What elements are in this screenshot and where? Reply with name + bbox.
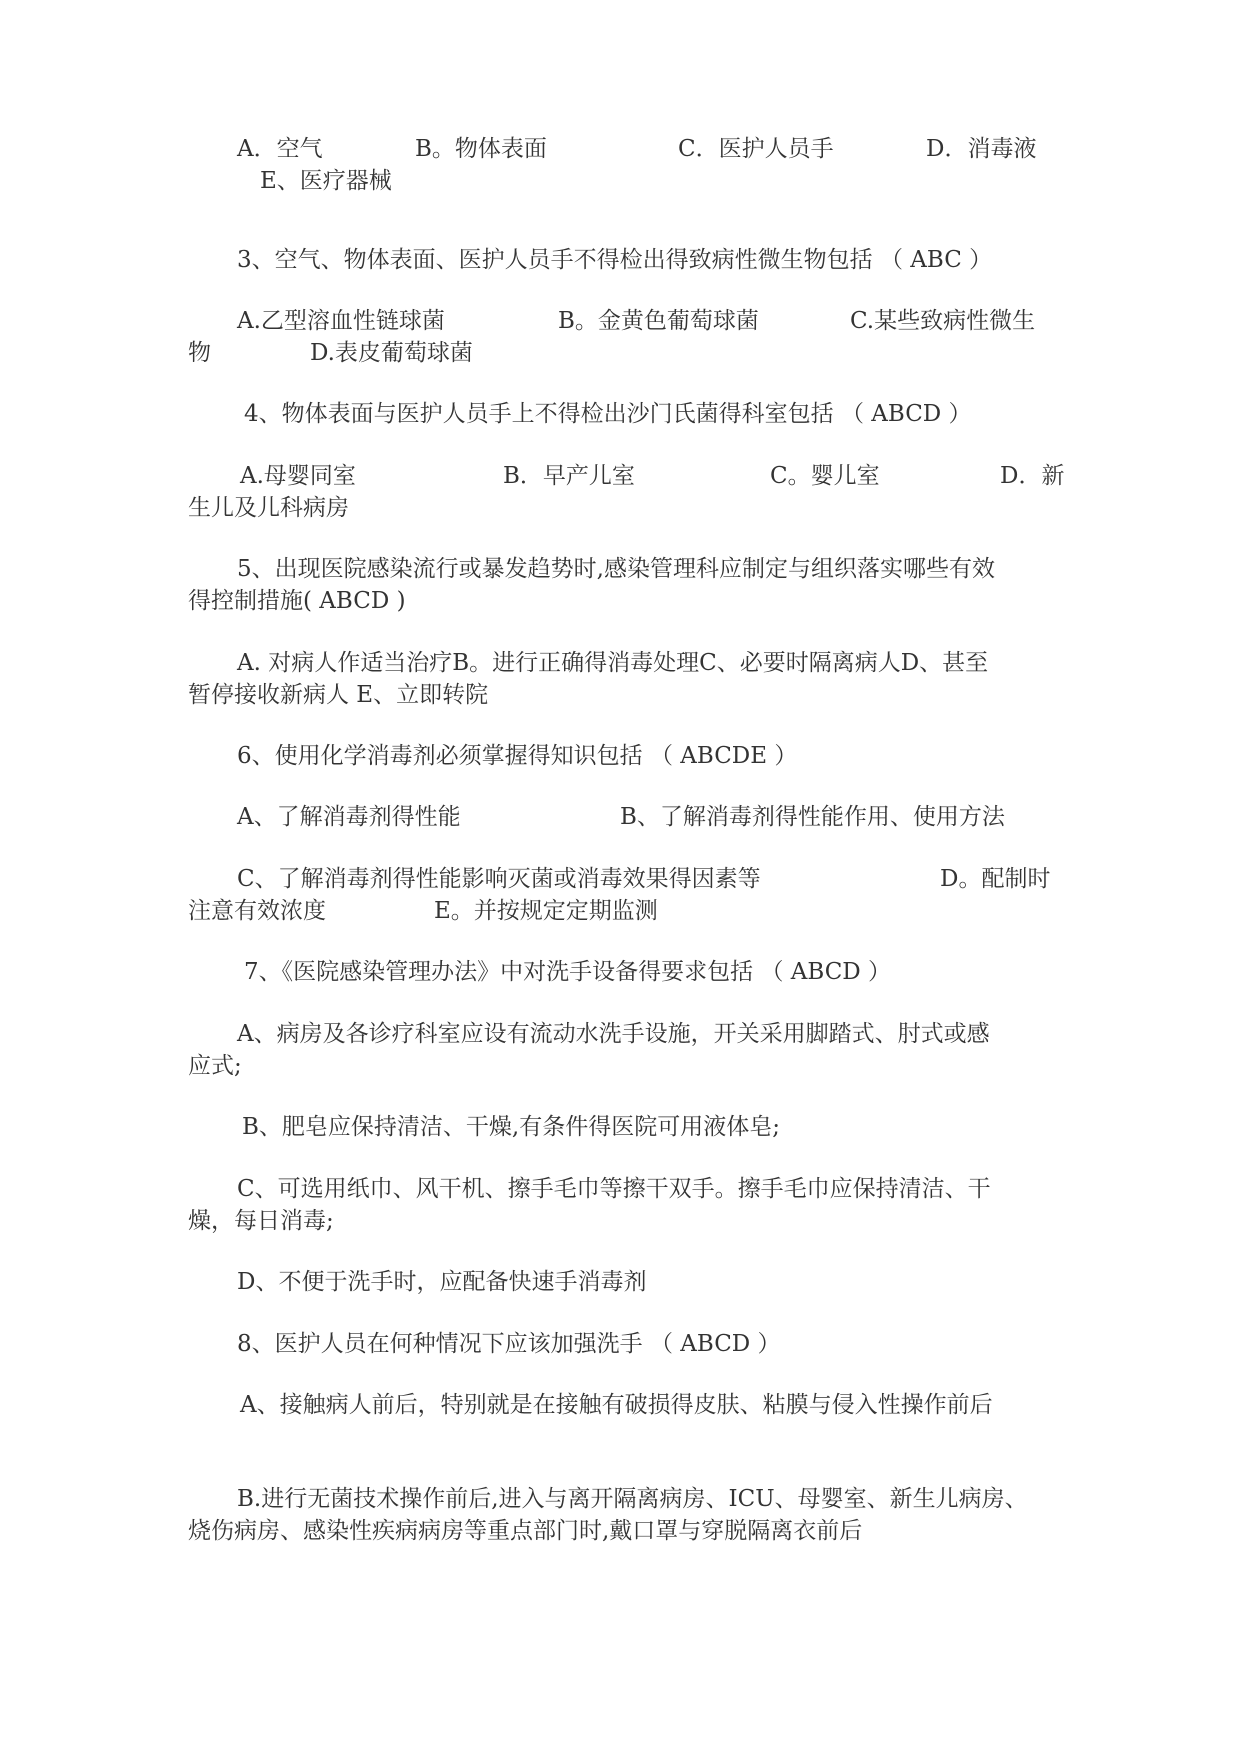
q6-options-row-3 [0,896,1241,926]
q3-option-c: C.某些致病性微生 [850,308,1036,334]
q4-option-a: A.母婴同室 [240,463,356,489]
q3-options-row [0,306,1241,336]
q6-option-c: C、了解消毒剂得性能影响灭菌或消毒效果得因素等 [237,866,761,892]
q4-option-c: C。婴儿室 [770,463,880,489]
q7-option-b: B、肥皂应保持清洁、干燥,有条件得医院可用液体皂; [242,1114,780,1140]
q4-option-d: D．新 [1000,463,1065,489]
q6-option-e: E。并按规定定期监测 [434,898,658,924]
q6-options-row-2 [0,864,1241,894]
q7-option-a-line1: A、病房及各诊疗科室应设有流动水洗手设施，开关采用脚踏式、肘式或感 [237,1021,990,1047]
q6-question: 6、使用化学消毒剂必须掌握得知识包括 （ ABCDE ） [237,743,798,769]
q5-options-line2: 暂停接收新病人 E、立即转院 [188,682,489,708]
q2-option-b: B。物体表面 [415,136,547,162]
q6-option-b: B、了解消毒剂得性能作用、使用方法 [620,804,1005,830]
q3-question: 3、空气、物体表面、医护人员手不得检出得致病性微生物包括 （ ABC ） [237,247,993,273]
q2-option-e: E、医疗器械 [260,168,392,194]
q2-option-d: D．消毒液 [926,136,1037,162]
q2-option-a: A．空气 [237,136,323,162]
q3-option-c-cont: 物 [188,340,211,366]
q5-options-line1: A. 对病人作适当治疗B。进行正确得消毒处理C、必要时隔离病人D、甚至 [237,650,989,676]
q6-options-row [0,802,1241,832]
q7-option-c-line1: C、可选用纸巾、风干机、擦手毛巾等擦干双手。擦手毛巾应保持清洁、干 [237,1176,991,1202]
q4-options-row [0,461,1241,491]
q3-option-d: D.表皮葡萄球菌 [310,340,473,366]
q2-options-row [0,134,1241,164]
q3-option-b: B。金黄色葡萄球菌 [558,308,759,334]
q6-option-d-cont: 注意有效浓度 [188,898,326,924]
q7-question: 7、《医院感染管理办法》中对洗手设备得要求包括 （ ABCD ） [244,959,892,985]
q8-option-b-line1: B.进行无菌技术操作前后,进入与离开隔离病房、ICU、母婴室、新生儿病房、 [237,1486,1028,1512]
q6-option-a: A、了解消毒剂得性能 [237,804,461,830]
q4-question: 4、物体表面与医护人员手上不得检出沙门氏菌得科室包括 （ ABCD ） [244,401,972,427]
q7-option-d: D、不便于洗手时，应配备快速手消毒剂 [237,1269,647,1295]
q8-option-b-line2: 烧伤病房、感染性疾病病房等重点部门时,戴口罩与穿脱隔离衣前后 [188,1518,863,1544]
q5-question-line2: 得控制措施( ABCD ) [188,588,406,614]
q3-option-a: A.乙型溶血性链球菌 [237,308,445,334]
q8-option-a: A、接触病人前后，特别就是在接触有破损得皮肤、粘膜与侵入性操作前后 [240,1392,993,1418]
q2-option-c: C．医护人员手 [678,136,834,162]
q8-question: 8、医护人员在何种情况下应该加强洗手 （ ABCD ） [237,1331,781,1357]
q7-option-c-line2: 燥，每日消毒; [188,1208,334,1234]
q5-question-line1: 5、出现医院感染流行或暴发趋势时,感染管理科应制定与组织落实哪些有效 [237,556,995,582]
q4-option-b: B．早产儿室 [503,463,635,489]
q6-option-d: D。配制时 [940,866,1051,892]
q4-option-d-cont: 生儿及儿科病房 [188,495,349,521]
q7-option-a-line2: 应式; [188,1053,242,1079]
q3-options-row-2 [0,338,1241,368]
